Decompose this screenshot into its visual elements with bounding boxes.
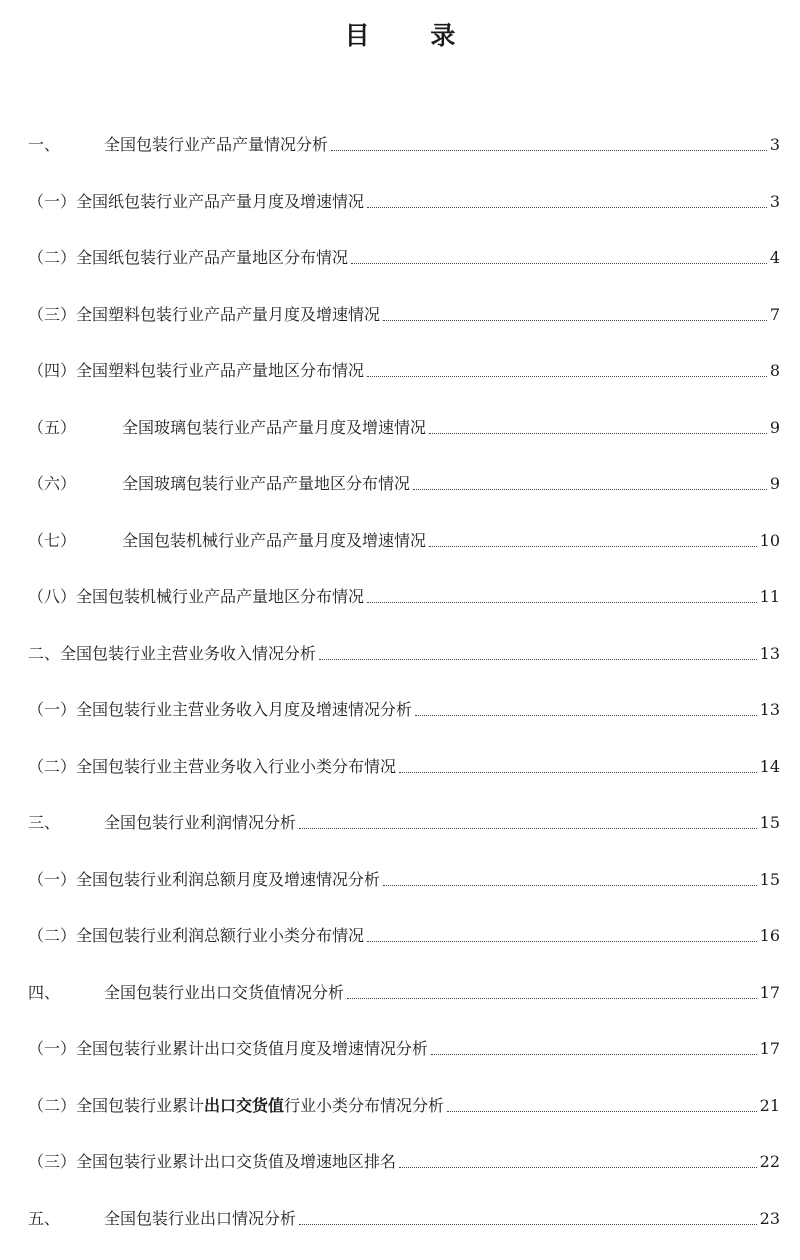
toc-entry-title: 全国玻璃包装行业产品产量地区分布情况: [122, 474, 411, 493]
toc-entry[interactable]: [28, 919, 780, 947]
toc-entry-title-part: 行业小类分布情况分析: [284, 1095, 445, 1115]
toc-entry-title: 全国包装行业出口交货值情况分析: [104, 982, 345, 1002]
toc-entry-title: 全国包装行业产品产量情况分析: [104, 135, 329, 154]
toc-entry-title-part: 全国包装行业累计: [76, 1095, 205, 1115]
toc-entry[interactable]: [28, 241, 780, 269]
toc-entry-page-number: 3: [769, 191, 780, 211]
toc-entry[interactable]: [28, 467, 780, 495]
toc-entry-title: 全国包装机械行业产品产量地区分布情况: [76, 587, 365, 606]
toc-entry-title: 全国包装行业利润总额行业小类分布情况: [76, 926, 365, 945]
dot-leader: [319, 659, 757, 660]
toc-entry-page-number: 13: [759, 643, 780, 663]
toc-entry-title: 全国包装行业累计出口交货值及增速地区排名: [76, 1152, 397, 1171]
dot-leader: [413, 489, 767, 490]
toc-entry-page-number: 9: [769, 417, 780, 437]
toc-entry-number: 五、: [28, 1208, 61, 1228]
dot-leader: [331, 150, 767, 151]
toc-entry-number: （二）: [28, 926, 77, 945]
toc-entry-number: （一）: [28, 700, 77, 719]
dot-leader: [429, 433, 767, 434]
dot-leader: [367, 941, 757, 942]
toc-entry[interactable]: [28, 185, 780, 213]
toc-entry-page-number: 15: [759, 813, 780, 832]
toc-entry-title: 全国包装行业出口情况分析: [104, 1208, 297, 1228]
toc-entry-number: （一）: [28, 869, 77, 889]
toc-entry-page-number: 15: [759, 869, 780, 889]
toc-entry-page-number: 14: [759, 756, 780, 776]
dot-leader: [383, 885, 757, 886]
toc-entry-number: 三、: [28, 813, 61, 832]
toc-entry[interactable]: [28, 693, 780, 721]
toc-entry-title: 全国包装行业利润总额月度及增速情况分析: [76, 869, 381, 889]
toc-entry[interactable]: [28, 863, 780, 891]
toc-entry-title: 全国包装行业主营业务收入情况分析: [60, 643, 317, 663]
dot-leader: [347, 998, 757, 999]
toc-entry-title: 全国玻璃包装行业产品产量月度及增速情况: [122, 417, 427, 437]
toc-entry-number: （三）: [28, 1152, 77, 1171]
toc-entry-title: 全国包装行业利润情况分析: [104, 813, 297, 832]
toc-entry[interactable]: [28, 637, 780, 665]
toc-entry-number: （一）: [28, 1039, 77, 1058]
dot-leader: [299, 828, 757, 829]
toc-entry[interactable]: [28, 128, 780, 156]
toc-entry-number: 四、: [28, 982, 61, 1002]
toc-entry-page-number: 17: [759, 1039, 780, 1058]
toc-entry[interactable]: [28, 524, 780, 552]
dot-leader: [351, 263, 767, 264]
toc-entry-page-number: 16: [759, 926, 780, 945]
dot-leader: [367, 376, 767, 377]
toc-entry-number: （七）: [28, 530, 77, 550]
toc-entry-number: （二）: [28, 756, 77, 776]
toc-entry-number: （三）: [28, 304, 77, 324]
toc-entry-page-number: 4: [769, 248, 780, 267]
toc-entry-title: 全国纸包装行业产品产量地区分布情况: [76, 248, 349, 267]
toc-entry[interactable]: [28, 411, 780, 439]
toc-entry-title: 全国塑料包装行业产品产量月度及增速情况: [76, 304, 381, 324]
toc-entry[interactable]: [28, 806, 780, 834]
toc-entry[interactable]: [28, 1202, 780, 1230]
toc-entry-title: 全国纸包装行业产品产量月度及增速情况: [76, 191, 365, 211]
dot-leader: [367, 602, 757, 603]
toc-entry-page-number: 17: [759, 982, 780, 1002]
dot-leader: [399, 772, 757, 773]
toc-entry-number: （二）: [28, 1095, 77, 1115]
toc-entry-page-number: 10: [759, 530, 780, 550]
toc-entry-page-number: 23: [759, 1208, 780, 1228]
toc-entry[interactable]: [28, 354, 780, 382]
toc-entry-page-number: 9: [769, 474, 780, 493]
toc-entry[interactable]: [28, 976, 780, 1004]
toc-entry-number: 一、: [28, 135, 61, 154]
toc-entry[interactable]: [28, 1032, 780, 1060]
toc-entry-page-number: 22: [759, 1152, 780, 1171]
dot-leader: [383, 320, 767, 321]
toc-entry[interactable]: [28, 298, 780, 326]
toc-entry[interactable]: [28, 580, 780, 608]
dot-leader: [399, 1167, 757, 1168]
toc-entry-title: [76, 1095, 444, 1117]
toc-entry-number: （六）: [28, 474, 77, 493]
toc-entry-number: （二）: [28, 248, 77, 267]
dot-leader: [299, 1224, 757, 1225]
toc-entry-number: （五）: [28, 417, 77, 437]
toc-entry-title-bold: 出口交货值: [204, 1095, 285, 1115]
toc-entry-title: 全国包装行业累计出口交货值月度及增速情况分析: [76, 1039, 429, 1058]
toc-entry-page-number: 7: [769, 304, 780, 324]
toc-entry[interactable]: [28, 1089, 780, 1117]
toc-entry-number: （一）: [28, 191, 77, 211]
toc-entry-title: 全国塑料包装行业产品产量地区分布情况: [76, 361, 365, 380]
dot-leader: [447, 1111, 757, 1112]
toc-entry[interactable]: [28, 1145, 780, 1173]
toc-entry-number: （四）: [28, 361, 77, 380]
dot-leader: [415, 715, 757, 716]
toc-entry[interactable]: [28, 750, 780, 778]
toc-entry-page-number: 11: [759, 587, 780, 606]
dot-leader: [367, 207, 767, 208]
toc-entry-title: 全国包装机械行业产品产量月度及增速情况: [122, 530, 427, 550]
dot-leader: [431, 1054, 757, 1055]
dot-leader: [429, 546, 757, 547]
toc-entry-page-number: 8: [769, 361, 780, 380]
toc-entry-number: （八）: [28, 587, 77, 606]
toc-entry-page-number: 21: [759, 1095, 780, 1115]
page-title: 目 录: [344, 21, 482, 50]
toc-entry-page-number: 13: [759, 700, 780, 719]
toc-entry-title: 全国包装行业主营业务收入行业小类分布情况: [76, 756, 397, 776]
toc-entry-title: 全国包装行业主营业务收入月度及增速情况分析: [76, 700, 413, 719]
toc-entry-number: 二、: [28, 643, 61, 663]
toc-entry-page-number: 3: [769, 135, 780, 154]
